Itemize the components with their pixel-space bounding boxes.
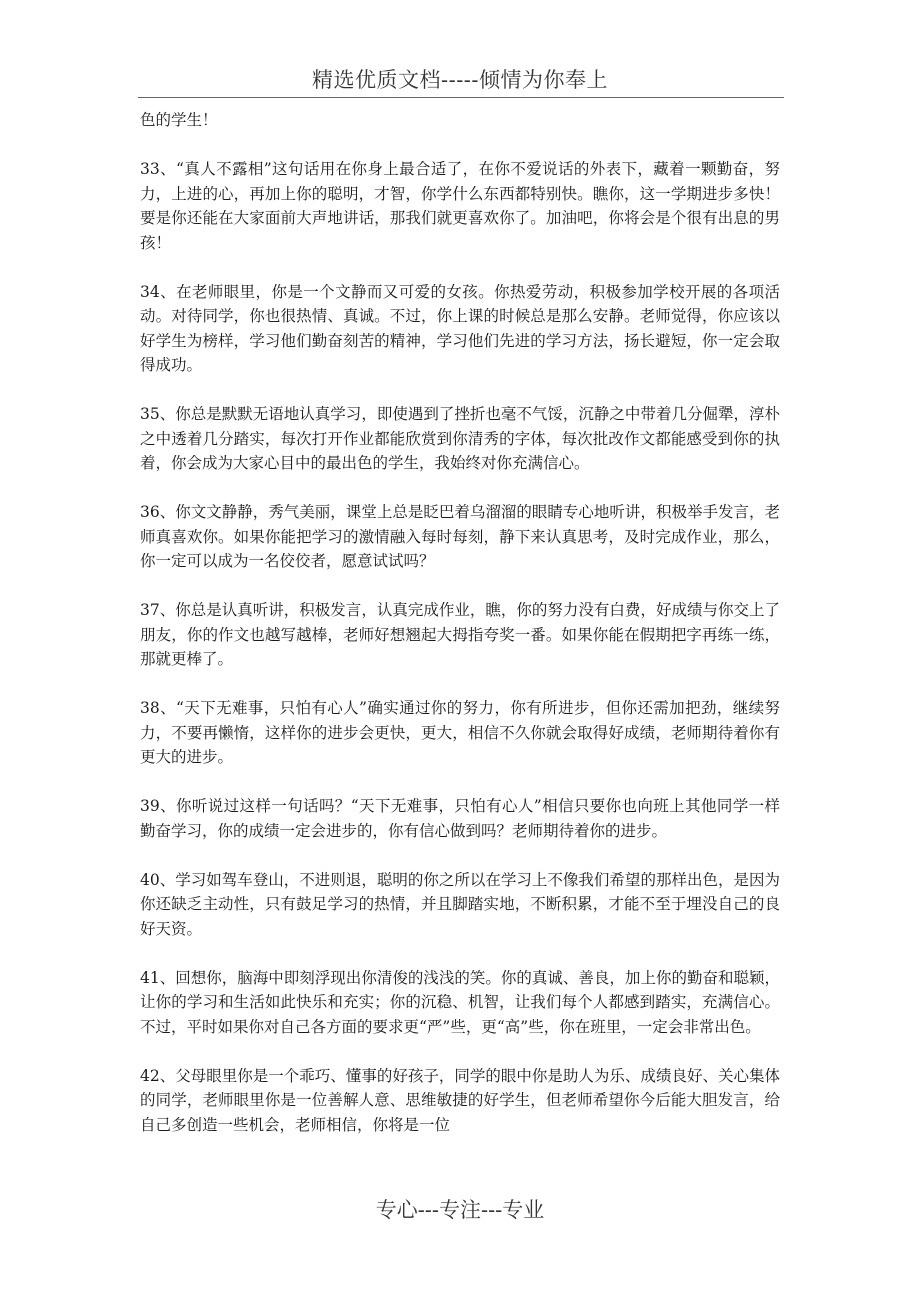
paragraph-37: 37、你总是认真听讲，积极发言，认真完成作业，瞧，你的努力没有白费，好成绩与你交上了朋友，你的作文也越写越棒，老师好想翘起大拇指夸奖一番。如果你能在假期把字再练一练，那就更棒了。 — [140, 601, 780, 668]
paragraph-41: 41、回想你，脑海中即刻浮现出你清俊的浅浅的笑。你的真诚、善良，加上你的勤奋和聪颖，让你的学习和生活如此快乐和充实；你的沉稳、机智，让我们每个人都感到踏实，充满信心。不过，平时如果你对自己各方面的要求更“严”些，更“高”些，你在班里，一定会非常出色。 — [140, 968, 780, 1036]
paragraph-36: 36、你文文静静，秀气美丽，课堂上总是眨巴着乌溜溜的眼睛专心地听讲，积极举手发言，老师真喜欢你。如果你能把学习的激情融入每时每刻，静下来认真思考，及时完成作业，那么，你一定可以成为一名佼佼者，愿意试试吗？ — [140, 503, 780, 570]
paragraph-33: 33、“真人不露相”这句话用在你身上最合适了，在你不爱说话的外表下，藏着一颗勤奋，努力，上进的心，再加上你的聪明，才智，你学什么东西都特别快。瞧你，这一学期进步多快！要是你还能在大家面前大声地讲话，那我们就更喜欢你了。加油吧，你将会是个很有出息的男孩！ — [140, 160, 780, 252]
paragraph-40: 40、学习如驾车登山，不进则退，聪明的你之所以在学习上不像我们希望的那样出色，是因为你还缺乏主动性，只有鼓足学习的热情，并且脚踏实地，不断积累，才能不至于埋没自己的良好天资。 — [140, 870, 780, 938]
document-body — [140, 108, 780, 1137]
paragraph-continuation: 色的学生！ — [140, 111, 218, 129]
page-footer: 专心---专注---专业 — [375, 1198, 545, 1222]
paragraph-38: 38、“天下无难事，只怕有心人”确实通过你的努力，你有所进步，但你还需加把劲，继续努力，不要再懒惰，这样你的进步会更快，更大，相信不久你就会取得好成绩，老师期待着你有更大的进步。 — [140, 699, 780, 766]
header-divider — [138, 97, 784, 98]
paragraph-34: 34、在老师眼里，你是一个文静而又可爱的女孩。你热爱劳动，积极参加学校开展的各项活动。对待同学，你也很热情、真诚。不过，你上课的时候总是那么安静。老师觉得，你应该以好学生为榜样，学习他们勤奋刻苦的精神，学习他们先进的学习方法，扬长避短，你一定会取得成功。 — [140, 282, 780, 374]
paragraph-35: 35、你总是默默无语地认真学习，即使遇到了挫折也毫不气馁，沉静之中带着几分倔犟，淳朴之中透着几分踏实，每次打开作业都能欣赏到你清秀的字体，每次批改作文都能感受到你的执着，你会成为大家心目中的最出色的学生，我始终对你充满信心。 — [140, 405, 780, 472]
paragraph-39: 39、你听说过这样一句话吗？“天下无难事，只怕有心人”相信只要你也向班上其他同学一样勤奋学习，你的成绩一定会进步的，你有信心做到吗？老师期待着你的进步。 — [140, 797, 780, 840]
page-header: 精选优质文档-----倾情为你奉上 — [312, 68, 608, 92]
paragraph-42: 42、父母眼里你是一个乖巧、懂事的好孩子，同学的眼中你是助人为乐、成绩良好、关心集体的同学，老师眼里你是一位善解人意、思维敏捷的好学生，但老师希望你今后能大胆发言，给自己多创造一些机会，老师相信，你将是一位 — [140, 1066, 780, 1134]
